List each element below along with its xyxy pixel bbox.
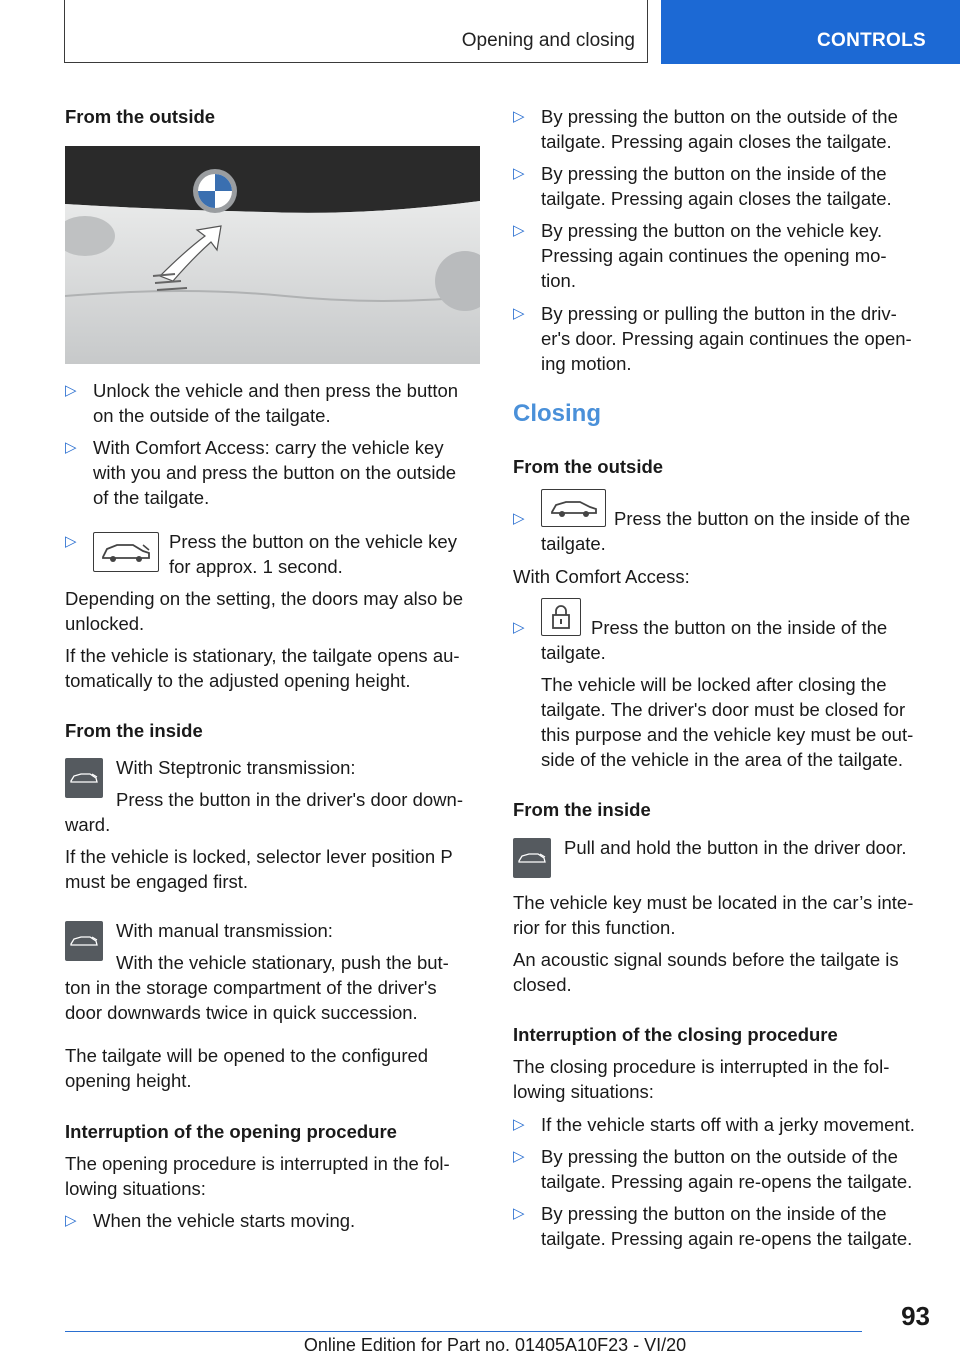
para-locked-after-cont2: this purpose and the vehicle key must be out‐ <box>541 724 914 745</box>
para-locked-cont: must be engaged first. <box>65 871 249 892</box>
bullet-icon: ▷ <box>513 222 525 239</box>
storage-button-icon <box>65 921 103 961</box>
footer-divider <box>65 1331 862 1332</box>
para-steptronic-press: Press the button in the driver's door down‐ <box>116 789 463 810</box>
list-item-reopen-outside-cont: tailgate. Pressing again re-opens the tailgate. <box>541 1171 913 1192</box>
heading-interrupt-closing: Interruption of the closing procedure <box>513 1024 838 1045</box>
heading-from-outside: From the outside <box>65 106 216 127</box>
para-manual-cont2: door downwards twice in quick succession. <box>65 1002 418 1023</box>
para-stationary-cont: tomatically to the adjusted opening height. <box>65 670 411 691</box>
list-item-unlock-cont: on the outside of the tailgate. <box>93 405 331 426</box>
bullet-icon: ▷ <box>513 619 525 636</box>
footer-edition: Online Edition for Part no. 01405A10F23 - VI/20 <box>303 1335 687 1355</box>
para-interrupt-closing: The closing procedure is interrupted in the fol‐ <box>513 1056 890 1077</box>
para-acoustic-cont: closed. <box>513 974 572 995</box>
bullet-icon: ▷ <box>65 439 77 456</box>
heading-closing-outside: From the outside <box>513 456 664 477</box>
list-item-key-cont: Pressing again continues the opening mo‐ <box>541 245 887 266</box>
list-item-keypress: Press the button on the vehicle key <box>169 531 457 552</box>
para-manual: With manual transmission: <box>116 920 333 941</box>
bullet-icon: ▷ <box>513 1116 525 1133</box>
list-item-close-outside-cont: tailgate. <box>541 533 606 554</box>
para-interrupt-opening-cont: lowing situations: <box>65 1178 206 1199</box>
para-interrupt-closing-cont: lowing situations: <box>513 1081 654 1102</box>
list-item-starts-moving: When the vehicle starts moving. <box>93 1210 356 1231</box>
bullet-icon: ▷ <box>513 108 525 125</box>
para-locked: If the vehicle is locked, selector lever position P <box>65 846 453 867</box>
car-tailgate-close-icon <box>541 489 606 527</box>
door-close-button-icon <box>513 838 551 878</box>
para-pull-hold: Pull and hold the button in the driver door. <box>564 837 907 858</box>
page-number: 93 <box>901 1301 930 1331</box>
list-item-comfort: With Comfort Access: carry the vehicle key <box>93 437 444 458</box>
para-manual-cont: ton in the storage compartment of the driver's <box>65 977 437 998</box>
para-steptronic: With Steptronic transmission: <box>116 757 356 778</box>
list-item-close-outside: Press the button on the inside of the <box>614 508 911 529</box>
para-key-location-cont: rior for this function. <box>513 917 676 938</box>
list-item-comfort-cont2: of the tailgate. <box>93 487 210 508</box>
bullet-icon: ▷ <box>65 1212 77 1229</box>
bullet-icon: ▷ <box>513 165 525 182</box>
list-item-reopen-inside: By pressing the button on the inside of the <box>541 1203 887 1224</box>
bullet-icon: ▷ <box>513 510 525 527</box>
heading-from-inside: From the inside <box>65 720 203 741</box>
para-locked-after-cont: tailgate. The driver's door must be closed for <box>541 699 906 720</box>
list-item-key: By pressing the button on the vehicle key. <box>541 220 883 241</box>
list-item-drivers-door-cont2: ing motion. <box>541 353 632 374</box>
list-item-comfort-cont: with you and press the button on the outside <box>93 462 457 483</box>
list-item-inside-cont: tailgate. Pressing again closes the tailgate. <box>541 188 892 209</box>
chapter-title: CONTROLS <box>816 30 926 51</box>
header-section-box <box>64 0 648 63</box>
list-item-key-cont2: tion. <box>541 270 576 291</box>
para-manual-push: With the vehicle stationary, push the but‐ <box>116 952 449 973</box>
para-comfort: With Comfort Access: <box>513 566 690 587</box>
lock-icon <box>541 598 581 636</box>
list-item-drivers-door: By pressing or pulling the button in the driv‐ <box>541 303 897 324</box>
heading-closing: Closing <box>513 400 601 427</box>
list-item-unlock: Unlock the vehicle and then press the button <box>93 380 459 401</box>
tailgate-illustration <box>65 146 480 364</box>
car-tailgate-icon <box>93 532 159 572</box>
para-opened-cont: opening height. <box>65 1070 192 1091</box>
para-steptronic-cont: ward. <box>65 814 111 835</box>
bullet-icon: ▷ <box>513 1205 525 1222</box>
list-item-reopen-inside-cont: tailgate. Pressing again re-opens the tailgate. <box>541 1228 913 1249</box>
para-acoustic: An acoustic signal sounds before the tailgate is <box>513 949 899 970</box>
header-chapter-box <box>661 0 960 64</box>
para-depending: Depending on the setting, the doors may also be <box>65 588 464 609</box>
para-key-location: The vehicle key must be located in the car’s inte‐ <box>513 892 914 913</box>
list-item-inside: By pressing the button on the inside of the <box>541 163 887 184</box>
heading-closing-inside: From the inside <box>513 799 651 820</box>
bullet-icon: ▷ <box>65 382 77 399</box>
para-interrupt-opening: The opening procedure is interrupted in the fol‐ <box>65 1153 450 1174</box>
section-title: Opening and closing <box>461 30 635 51</box>
list-item-outside-cont: tailgate. Pressing again closes the tailgate. <box>541 131 892 152</box>
list-item-keypress-cont: for approx. 1 second. <box>169 556 343 577</box>
bullet-icon: ▷ <box>513 1148 525 1165</box>
para-depending-cont: unlocked. <box>65 613 145 634</box>
para-locked-after-cont3: side of the vehicle in the area of the tailgate. <box>541 749 904 770</box>
para-opened: The tailgate will be opened to the configured <box>65 1045 429 1066</box>
list-item-close-comfort-cont: tailgate. <box>541 642 606 663</box>
bullet-icon: ▷ <box>513 305 525 322</box>
para-stationary: If the vehicle is stationary, the tailgate opens au‐ <box>65 645 460 666</box>
door-button-icon <box>65 758 103 798</box>
list-item-drivers-door-cont: er's door. Pressing again continues the open‐ <box>541 328 912 349</box>
bullet-icon: ▷ <box>65 533 77 550</box>
para-locked-after: The vehicle will be locked after closing the <box>541 674 887 695</box>
tailgate-button-photo <box>65 146 480 364</box>
list-item-reopen-outside: By pressing the button on the outside of the <box>541 1146 898 1167</box>
list-item-outside: By pressing the button on the outside of the <box>541 106 898 127</box>
list-item-close-comfort: Press the button on the inside of the <box>591 617 888 638</box>
heading-interrupt-opening: Interruption of the opening procedure <box>65 1121 397 1142</box>
list-item-jerky: If the vehicle starts off with a jerky movement. <box>541 1114 915 1135</box>
